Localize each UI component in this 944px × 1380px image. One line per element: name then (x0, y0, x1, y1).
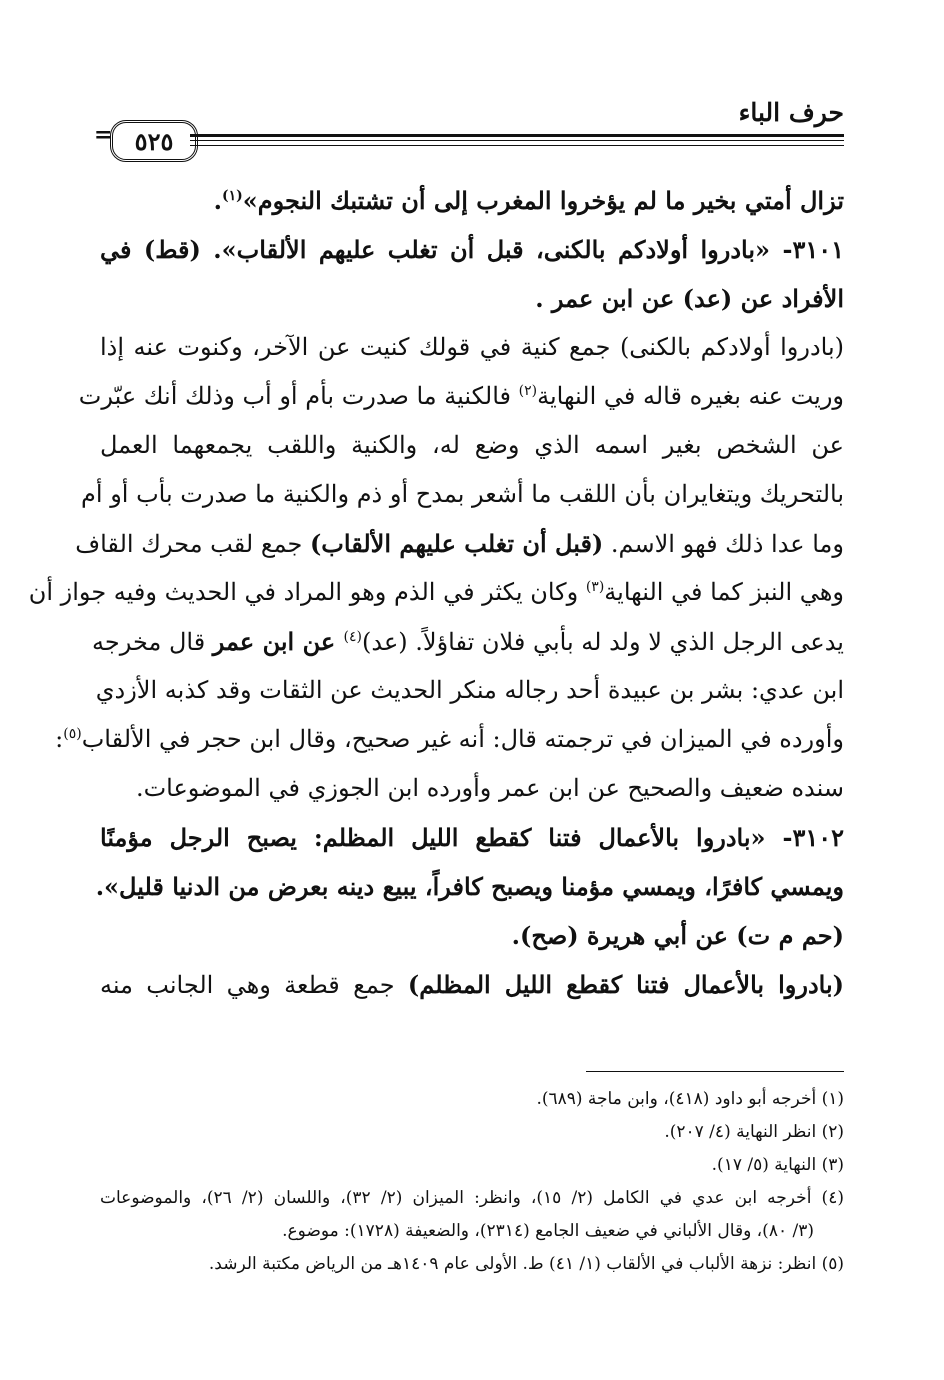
page-number-ornament: = (94, 122, 113, 148)
footnote-ref: (٣) (585, 579, 605, 595)
footnotes (100, 1083, 844, 1281)
text-line: الأفراد عن (عد) عن ابن عمر . (535, 284, 844, 313)
text-line: يدعى الرجل الذي لا ولد له بأبي فلان تفاؤلاً. (عد)$^{(٤)}$ عن ابن عمر قال مخرجه (92, 627, 844, 656)
text-line: (حم م ت) عن أبي هريرة (صح). (511, 921, 844, 950)
running-head-title: حرف الباء (738, 98, 844, 127)
text-line: ويمسي كافرًا، ويمسي مؤمنا ويصبح كافراً، يبيع دينه بعرض من الدنيا قليل». (95, 872, 844, 901)
text-line: (بادروا بالأعمال فتنا كقطع الليل المظلم) جمع قطعة وهي الجانب منه (100, 970, 844, 999)
footnote-ref: (٤) (343, 629, 362, 645)
footnote-5: (٥) انظر: نزهة الألباب في الألقاب (١/ ٤١) ط. الأولى عام ١٤٠٩هـ من الرياض مكتبة الرشد. (208, 1254, 844, 1274)
text-line: وريت عنه بغيره قاله في النهاية$^{(٢)}$ فالكنية ما صدرت بأم أو أب وذلك أنك عبّرت (78, 382, 844, 410)
text-line: ابن عدي: بشر بن عبيدة أحد رجاله منكر الحديث عن الثقات وقد كذبه الأزدي (95, 676, 844, 704)
footnote-ref: (٢) (518, 383, 538, 399)
footnote-4: (٤) أخرجه ابن عدي في الكامل (٢/ ١٥)، وانظر: الميزان (٢/ ٣٢)، واللسان (٢/ ٢٦)، والموضوعات (100, 1188, 844, 1208)
footnote-2: (٢) انظر النهاية (٤/ ٢٠٧). (664, 1122, 844, 1142)
footnote-1: (١) أخرجه أبو داود (٤١٨)، وابن ماجة (٦٨٩). (536, 1089, 844, 1109)
header-rule-thin (190, 145, 844, 146)
text-line: بالتحريك ويتغايران بأن اللقب ما أشعر بمدح أو ذم والكنية ما صدرت بأب أو أم (81, 480, 844, 508)
text-line: وأورده في الميزان في ترجمته قال: أنه غير صحيح، وقال ابن حجر في الألقاب$^{(٥)}$: (55, 725, 844, 753)
footnote-ref: (٥) (63, 726, 82, 742)
text-line: سنده ضعيف والصحيح عن ابن عمر وأورده ابن الجوزي في الموضوعات. (135, 774, 844, 802)
hadith-3101-line: ٣١٠١- «بادروا أولادكم بالكنى، قبل أن تغلب عليهم الألقاب». (قط) في (100, 235, 844, 264)
text-line: (بادروا أولادكم بالكنى) جمع كنية في قولك كنيت عن الآخر، وكنوت عنه إذا (100, 333, 844, 361)
footnote-4-continued: (٣/ ٨٠)، وقال الألباني في ضعيف الجامع (٢٣١٤)، والضعيفة (١٧٢٨): موضوع. (282, 1221, 814, 1241)
text-line: عن الشخص بغير اسمه الذي وضع له، والكنية واللقب يجمعهما العمل (100, 431, 844, 459)
footnote-ref: (١) (222, 188, 243, 204)
main-text (28, 176, 844, 1009)
text-line: وهي النبز كما في النهاية$^{(٣)}$ وكان يكثر في الذم وهو المراد في الحديث وفيه جواز أن (28, 578, 844, 606)
footnote-separator (586, 1071, 844, 1072)
header-rule (190, 134, 844, 141)
text-line: وما عدا ذلك فهو الاسم. (قبل أن تغلب عليهم الألقاب) جمع لقب محرك القاف (75, 529, 844, 558)
page-number: ٥٢٥ (110, 120, 198, 162)
hadith-3102-line: ٣١٠٢- «بادروا بالأعمال فتنا كقطع الليل المظلم: يصبح الرجل مؤمنًا (100, 823, 844, 852)
footnote-3: (٣) النهاية (٥/ ١٧). (711, 1155, 844, 1175)
text-line: تزال أمتي بخير ما لم يؤخروا المغرب إلى أن تشتبك النجوم»$^{(١)}$. (213, 186, 844, 215)
